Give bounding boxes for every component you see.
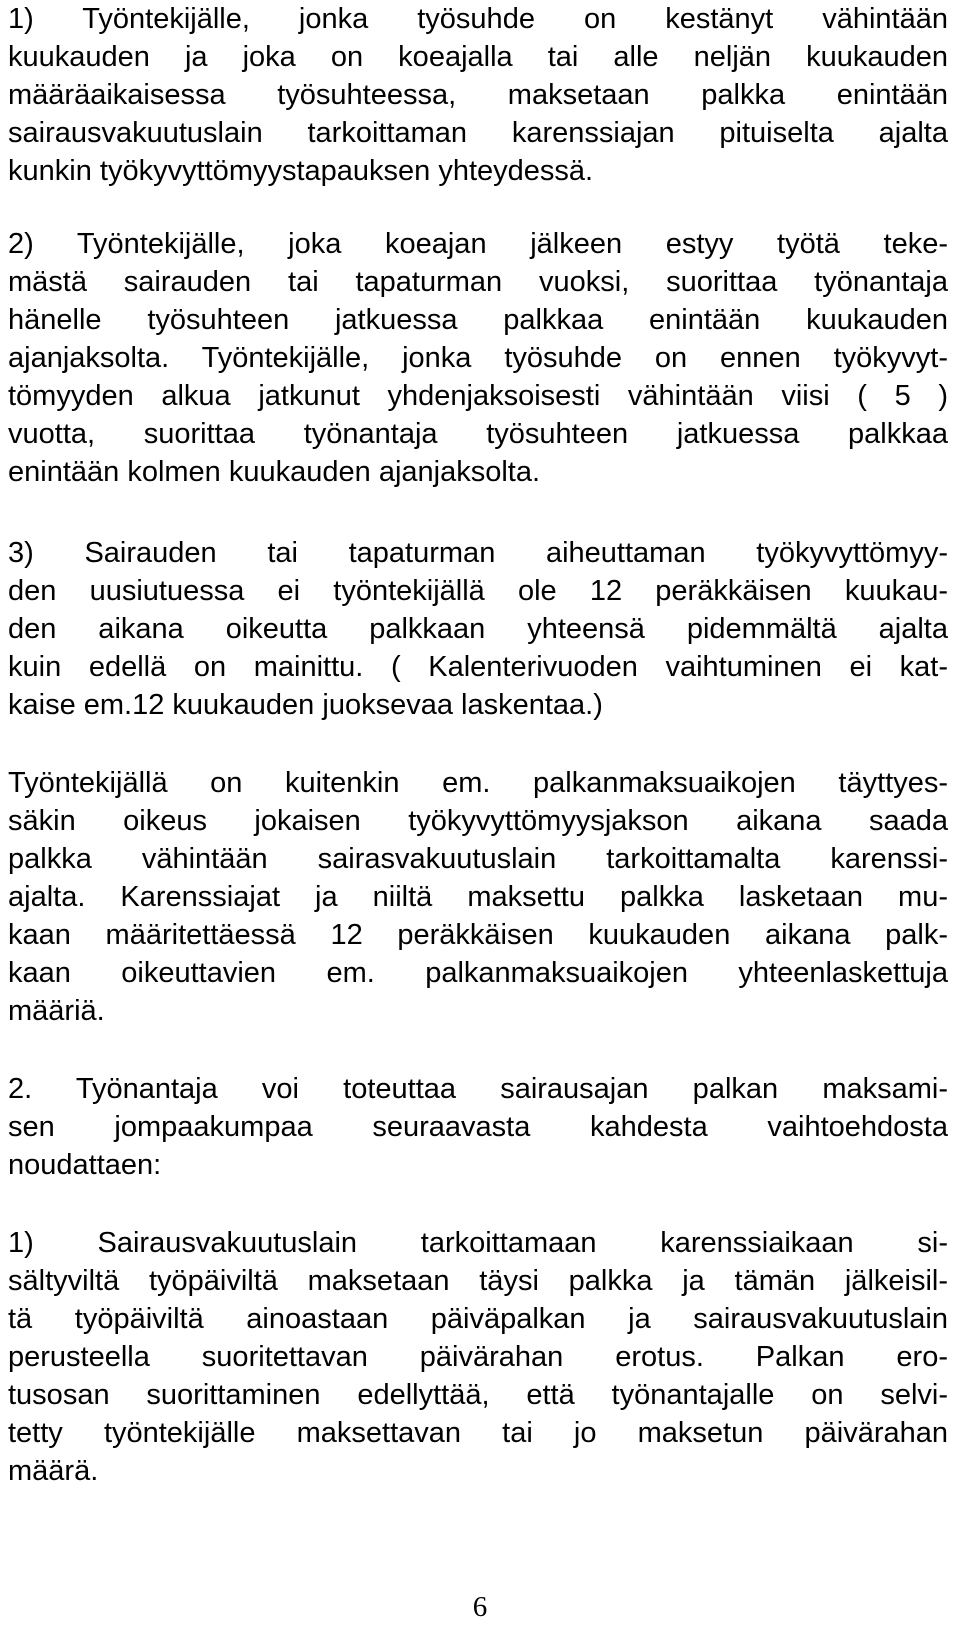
text-line: perusteella suoritettavan päivärahan erotus. Palkan ero- <box>8 1341 948 1373</box>
text-line: vuotta, suorittaa työnantaja työsuhteen jatkuessa palkkaa <box>8 418 948 450</box>
text-line: kuukauden ja joka on koeajalla tai alle neljän kuukauden <box>8 41 948 73</box>
text-line: määriä. <box>8 995 105 1027</box>
text-line: den uusiutuessa ei työntekijällä ole 12 peräkkäisen kuukau- <box>8 575 948 607</box>
text-line: määrä. <box>8 1455 99 1487</box>
text-line: kaan määritettäessä 12 peräkkäisen kuukauden aikana palk- <box>8 919 948 951</box>
paragraph-2-sick-pay-after-probation <box>8 225 948 491</box>
text-line: Työntekijällä on kuitenkin em. palkanmaksuaikojen täyttyes- <box>8 767 948 799</box>
text-line: tusosan suorittaminen edellyttää, että työnantajalle on selvi- <box>8 1379 948 1411</box>
text-line: den aikana oikeutta palkkaan yhteensä pidemmältä ajalta <box>8 613 948 645</box>
text-line: säkin oikeus jokaisen työkyvyttömyysjakson aikana saada <box>8 805 948 837</box>
text-line: mästä sairauden tai tapaturman vuoksi, suorittaa työnantaja <box>8 266 948 298</box>
text-line: palkka vähintään sairasvakuutuslain tarkoittamalta karenssi- <box>8 843 948 875</box>
text-line: määräaikaisessa työsuhteessa, maksetaan palkka enintään <box>8 79 948 111</box>
text-line: hänelle työsuhteen jatkuessa palkkaa enintään kuukauden <box>8 304 948 336</box>
text-line: tä työpäiviltä ainoastaan päiväpalkan ja sairausvakuutuslain <box>8 1303 948 1335</box>
text-line: kaan oikeuttavien em. palkanmaksuaikojen yhteenlaskettuja <box>8 957 948 989</box>
text-line: 1) Työntekijälle, jonka työsuhde on kestänyt vähintään <box>8 3 948 35</box>
text-line: kaise em.12 kuukauden juoksevaa laskentaa.) <box>8 689 603 721</box>
text-line: sairausvakuutuslain tarkoittaman karenssiajan pituiselta ajalta <box>8 117 948 149</box>
text-line: ajanjaksolta. Työntekijälle, jonka työsuhde on ennen työkyvyt- <box>8 342 948 374</box>
text-line: kunkin työkyvyttömyystapauksen yhteydessä. <box>8 155 594 187</box>
page-number: 6 <box>472 1591 488 1623</box>
paragraph-3-recurring-incapacity <box>8 534 948 724</box>
text-line: sältyviltä työpäiviltä maksetaan täysi palkka ja tämän jälkeisil- <box>8 1265 948 1297</box>
paragraph-6-option-1 <box>8 1224 948 1490</box>
text-line: sen jompaakumpaa seuraavasta kahdesta vaihtoehdosta <box>8 1111 948 1143</box>
text-line: 1) Sairausvakuutuslain tarkoittamaan karenssiaikaan si- <box>8 1227 948 1259</box>
paragraph-4-waiting-period <box>8 764 948 1030</box>
paragraph-5-payment-options <box>8 1070 948 1184</box>
text-line: noudattaen: <box>8 1149 162 1181</box>
text-line: enintään kolmen kuukauden ajanjaksolta. <box>8 456 541 488</box>
text-line: tetty työntekijälle maksettavan tai jo maksetun päivärahan <box>8 1417 948 1449</box>
text-line: kuin edellä on mainittu. ( Kalenterivuoden vaihtuminen ei kat- <box>8 651 948 683</box>
text-line: 3) Sairauden tai tapaturman aiheuttaman työkyvyttömyy- <box>8 537 948 569</box>
paragraph-1-sick-pay-probation <box>8 0 948 190</box>
text-line: 2. Työnantaja voi toteuttaa sairausajan palkan maksami- <box>8 1073 948 1105</box>
text-line: 2) Työntekijälle, joka koeajan jälkeen estyy työtä teke- <box>8 228 948 260</box>
text-line: ajalta. Karenssiajat ja niiltä maksettu palkka lasketaan mu- <box>8 881 948 913</box>
text-line: tömyyden alkua jatkunut yhdenjaksoisesti vähintään viisi ( 5 ) <box>8 380 948 412</box>
